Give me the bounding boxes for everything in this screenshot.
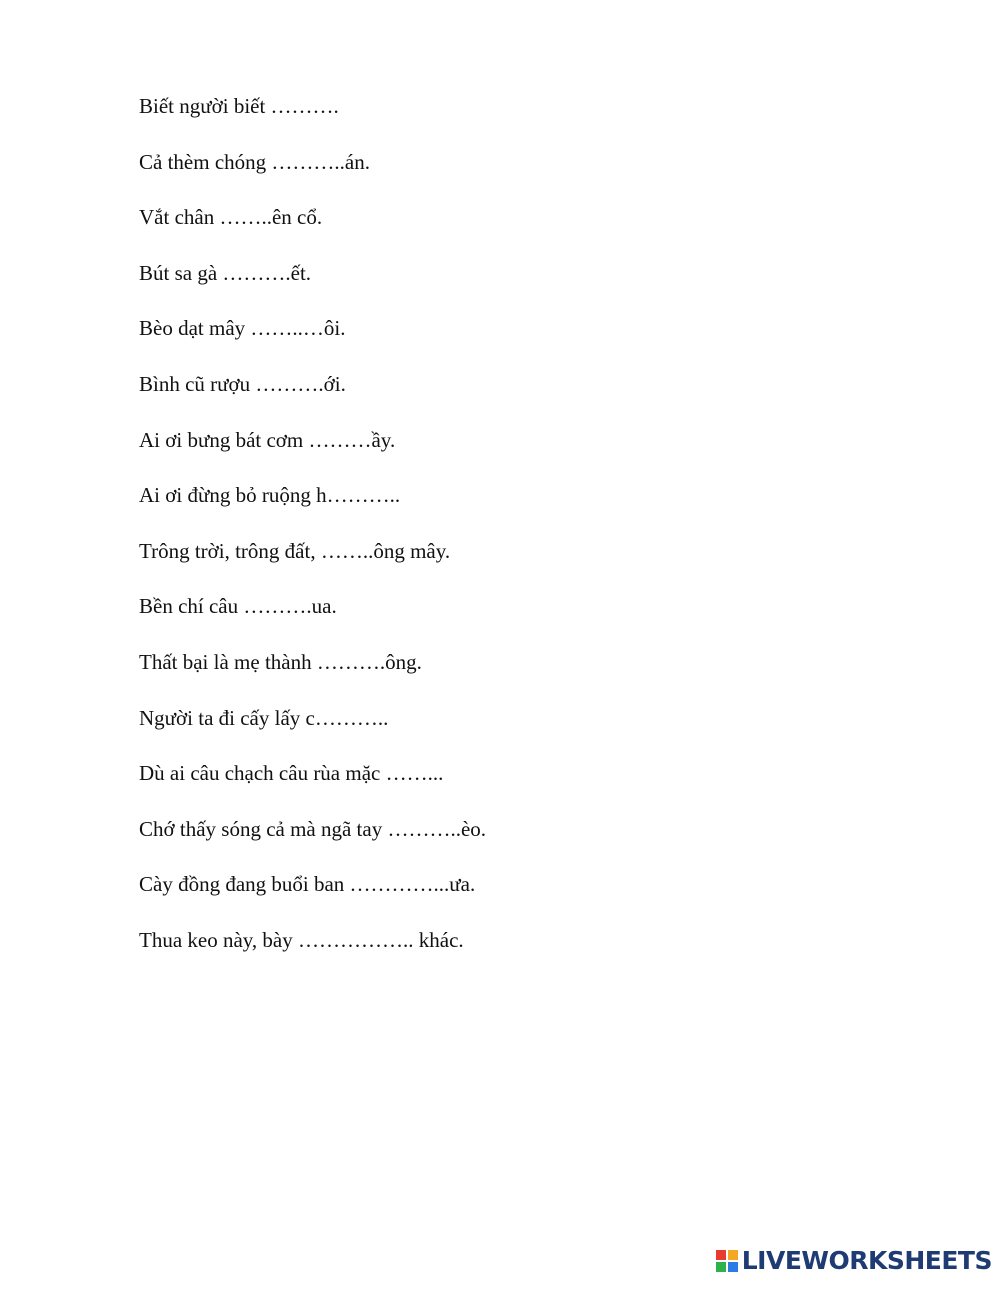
- proverb-line-6: Bình cũ rượu ……….ới.: [139, 371, 346, 396]
- logo-square-green: [716, 1262, 726, 1272]
- proverb-line-15: Cày đồng đang buổi ban …………...ưa.: [139, 872, 476, 897]
- proverb-line-10: Bền chí câu ……….ua.: [139, 594, 337, 619]
- logo-square-blue: [728, 1262, 738, 1272]
- proverb-line-4: Bút sa gà ……….ết.: [139, 260, 312, 285]
- proverb-line-9: Trông trời, trông đất, ……..ông mây.: [139, 538, 451, 563]
- liveworksheets-logo: [716, 1246, 992, 1275]
- proverb-line-13: Dù ai câu chạch câu rùa mặc ……...: [139, 761, 444, 786]
- proverb-line-14: Chớ thấy sóng cả mà ngã tay ………..èo.: [139, 816, 487, 841]
- proverb-line-3: Vắt chân ……..ên cổ.: [139, 205, 323, 230]
- logo-square-orange: [728, 1250, 738, 1260]
- proverb-line-2: Cả thèm chóng ………..án.: [139, 149, 370, 174]
- proverb-line-1: Biết người biết ……….: [139, 94, 339, 118]
- proverb-line-11: Thất bại là mẹ thành ……….ông.: [139, 649, 422, 674]
- proverb-line-7: Ai ơi bưng bát cơm ………ầy.: [139, 427, 396, 452]
- proverb-line-5: Bèo dạt mây ……..…ôi.: [139, 316, 346, 341]
- proverb-line-8: Ai ơi đừng bỏ ruộng h………..: [139, 483, 401, 508]
- logo-wordmark: LIVEWORKSHEETS: [741, 1246, 992, 1275]
- logo-square-red: [716, 1250, 726, 1260]
- proverb-fill-in-list: [139, 91, 899, 981]
- liveworksheets-logo-icon: [716, 1250, 738, 1272]
- proverb-line-16: Thua keo này, bày …………….. khác.: [139, 927, 464, 952]
- proverb-line-12: Người ta đi cấy lấy c………..: [139, 705, 389, 730]
